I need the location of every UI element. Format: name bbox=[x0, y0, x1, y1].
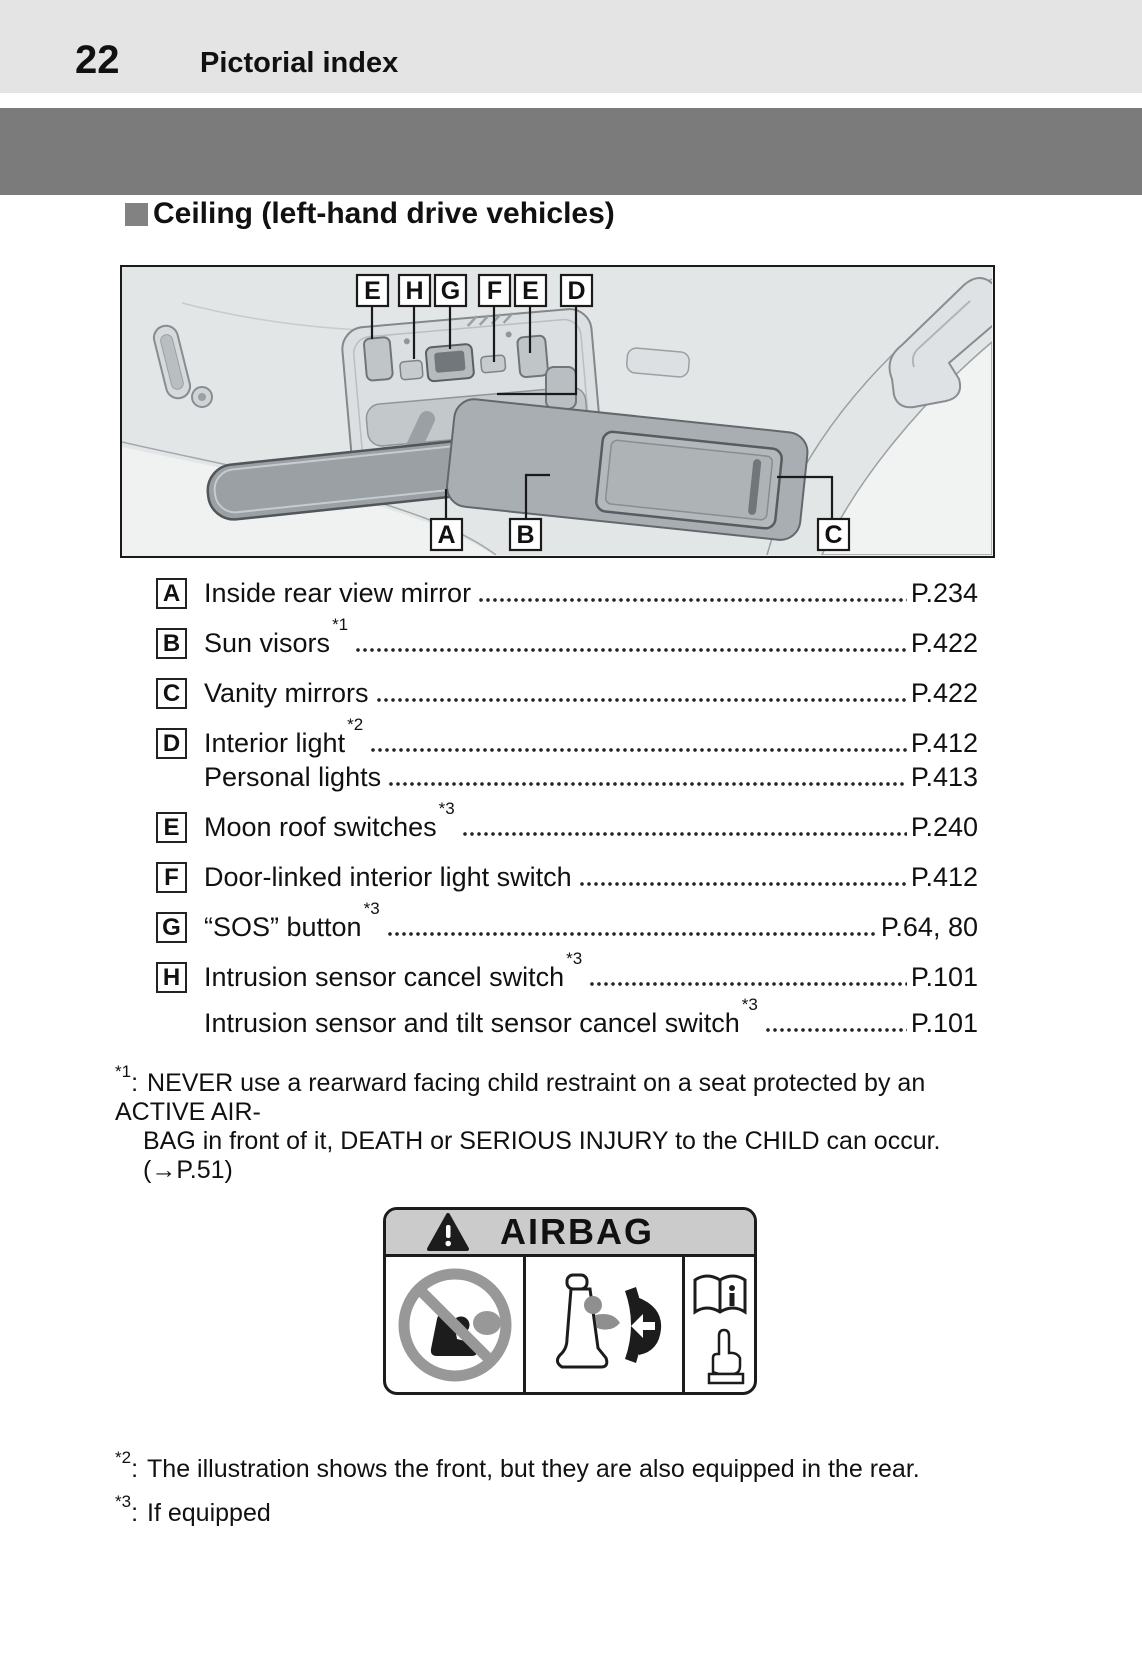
leader-dots bbox=[388, 932, 877, 936]
index-line bbox=[204, 578, 978, 609]
index-label: Intrusion sensor and tilt sensor cancel switch$^{*3}$ bbox=[204, 995, 758, 1038]
section-heading bbox=[125, 197, 615, 231]
section-heading-label: Ceiling (left-hand drive vehicles) bbox=[153, 197, 615, 230]
index-letter-box: E bbox=[156, 812, 187, 843]
moon-roof-switch-2 bbox=[517, 335, 548, 377]
leader-dots bbox=[766, 1028, 907, 1032]
seat-airbag-deployment-icon bbox=[526, 1257, 685, 1392]
page-ref: P.412 bbox=[910, 862, 978, 892]
callout-G bbox=[435, 275, 466, 306]
page-ref: P.240 bbox=[910, 812, 978, 842]
index-row bbox=[156, 862, 978, 893]
index-lines bbox=[204, 615, 978, 659]
ceiling-fixture bbox=[626, 347, 690, 377]
svg-text:D: D bbox=[567, 277, 586, 305]
leader-dots bbox=[479, 598, 907, 602]
callout-C bbox=[818, 519, 849, 550]
page-ref: P.101 bbox=[910, 1008, 978, 1038]
callout-A bbox=[431, 519, 462, 550]
footnote-text: BAG in front of it, DEATH or SERIOUS INJURY to the CHILD can occur. (→P.51) bbox=[143, 1127, 941, 1184]
airbag-label-title: AIRBAG bbox=[500, 1211, 654, 1252]
footnote-marker: *2 bbox=[115, 1448, 132, 1467]
footnote-line bbox=[143, 1127, 960, 1185]
section-band bbox=[0, 108, 1142, 195]
index-label: Interior light$^{*2}$ bbox=[204, 715, 364, 758]
index-row bbox=[156, 715, 978, 793]
footnote-line: $^{*3}$: If equipped bbox=[115, 1492, 271, 1527]
svg-text:F: F bbox=[486, 277, 503, 305]
index-letter-box: C bbox=[156, 678, 187, 709]
footnote-text: If equipped bbox=[147, 1499, 271, 1527]
index-row bbox=[156, 578, 978, 609]
index-lines bbox=[204, 578, 978, 609]
index-line bbox=[204, 799, 978, 843]
svg-text:G: G bbox=[440, 277, 461, 305]
footnote-ref: *3 bbox=[363, 899, 380, 918]
index-label: Vanity mirrors bbox=[204, 678, 369, 708]
index-letter-box: B bbox=[156, 628, 187, 659]
index-line bbox=[204, 949, 978, 993]
footnote-ref: *3 bbox=[566, 949, 583, 968]
svg-text:H: H bbox=[405, 277, 424, 305]
index-label: Intrusion sensor cancel switch$^{*3}$ bbox=[204, 949, 583, 992]
no-rearward-facing-child-seat-icon bbox=[386, 1257, 526, 1392]
footnote-text: NEVER use a rearward facing child restraint on a seat protected by an ACTIVE AIR- bbox=[115, 1069, 926, 1126]
index-letter-box: D bbox=[156, 728, 187, 759]
airbag-label-header bbox=[386, 1210, 754, 1257]
footnote-ref: *2 bbox=[347, 715, 364, 734]
index-letter-box: F bbox=[156, 862, 187, 893]
index-label: Personal lights bbox=[204, 762, 382, 792]
leader-dots bbox=[389, 782, 907, 786]
callout-F bbox=[479, 275, 510, 306]
index-row bbox=[156, 678, 978, 709]
page-header bbox=[0, 0, 1142, 93]
svg-text:A: A bbox=[437, 521, 456, 549]
footnote-ref: *3 bbox=[438, 799, 455, 818]
svg-text:C: C bbox=[824, 521, 843, 549]
index-lines bbox=[204, 899, 978, 943]
footnote-ref: *3 bbox=[741, 995, 758, 1014]
page-ref: P.64, 80 bbox=[880, 912, 978, 942]
index-line bbox=[204, 995, 978, 1039]
visor-mount bbox=[546, 367, 576, 409]
index-lines bbox=[204, 862, 978, 893]
index-lines bbox=[204, 678, 978, 709]
footnote-line: $^{*2}$: The illustration shows the front, but they are also equipped in the rear. bbox=[115, 1448, 920, 1483]
intrusion-sensor-cancel-switch bbox=[400, 360, 423, 380]
footnote-marker: *1 bbox=[115, 1062, 132, 1081]
index-label: Moon roof switches$^{*3}$ bbox=[204, 799, 455, 842]
index-lines bbox=[204, 715, 978, 793]
index-line bbox=[204, 862, 978, 893]
pictorial-index-list bbox=[156, 578, 978, 1058]
svg-text:B: B bbox=[516, 521, 535, 549]
index-line bbox=[204, 899, 978, 943]
index-letter-box: A bbox=[156, 578, 187, 609]
leader-dots bbox=[463, 832, 907, 836]
index-row bbox=[156, 799, 978, 843]
index-label: Inside rear view mirror bbox=[204, 578, 472, 608]
leader-dots bbox=[580, 882, 907, 886]
svg-text:E: E bbox=[364, 277, 381, 305]
callout-E2 bbox=[515, 275, 546, 306]
footnote-ref: *1 bbox=[332, 615, 349, 634]
index-line bbox=[204, 715, 978, 759]
svg-text:E: E bbox=[522, 277, 539, 305]
leader-dots bbox=[356, 648, 907, 652]
read-owners-manual-icon bbox=[685, 1257, 754, 1392]
heading-square-icon bbox=[125, 203, 148, 226]
leader-dots bbox=[590, 982, 907, 986]
callout-H bbox=[399, 275, 430, 306]
leader-dots bbox=[371, 748, 907, 752]
warning-triangle-icon bbox=[426, 1212, 470, 1252]
page-number: 22 bbox=[75, 38, 120, 82]
index-row bbox=[156, 899, 978, 943]
index-lines bbox=[204, 799, 978, 843]
footnote-line: $^{*1}$: NEVER use a rearward facing child restraint on a seat protected by an ACTIVE AIR- bbox=[115, 1062, 926, 1126]
index-line bbox=[204, 762, 978, 793]
callout-E1 bbox=[357, 275, 388, 306]
page-ref: P.422 bbox=[910, 628, 978, 658]
index-label: Sun visors$^{*1}$ bbox=[204, 615, 349, 658]
callout-D bbox=[561, 275, 592, 306]
index-line bbox=[204, 678, 978, 709]
airbag-warning-label bbox=[383, 1207, 757, 1395]
footnote-3 bbox=[115, 1493, 1015, 1528]
footnote-text: The illustration shows the front, but they are also equipped in the rear. bbox=[147, 1455, 920, 1483]
airbag-label-panels bbox=[386, 1257, 754, 1392]
index-row bbox=[156, 949, 978, 1039]
page-ref: P.234 bbox=[910, 578, 978, 608]
ceiling-diagram bbox=[120, 265, 995, 558]
ceiling-illustration bbox=[122, 267, 992, 555]
section-title: Pictorial index bbox=[200, 47, 399, 79]
leader-dots bbox=[377, 698, 907, 702]
index-label: Door-linked interior light switch bbox=[204, 862, 572, 892]
page-ref: P.412 bbox=[910, 728, 978, 758]
index-line bbox=[204, 615, 978, 659]
index-label: “SOS” button$^{*3}$ bbox=[204, 899, 380, 942]
footnote-2 bbox=[115, 1449, 1015, 1484]
callout-B bbox=[510, 519, 541, 550]
index-row bbox=[156, 615, 978, 659]
index-letter-box: G bbox=[156, 912, 187, 943]
footnote-marker: *3 bbox=[115, 1492, 132, 1511]
index-lines bbox=[204, 949, 978, 1039]
footnote-1 bbox=[115, 1063, 960, 1185]
moon-roof-switch bbox=[364, 337, 394, 381]
page-ref: P.101 bbox=[910, 962, 978, 992]
index-letter-box: H bbox=[156, 962, 187, 993]
page-ref: P.413 bbox=[910, 762, 978, 792]
page-ref: P.422 bbox=[910, 678, 978, 708]
